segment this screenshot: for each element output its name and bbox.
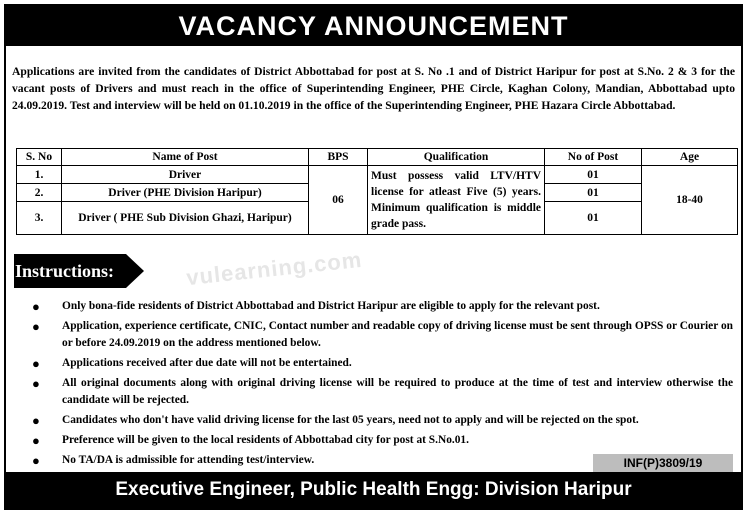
issuer-footer: Executive Engineer, Public Health Engg: Division Haripur <box>6 472 741 508</box>
header-post: Name of Post <box>62 149 309 166</box>
instructions-list <box>32 298 733 472</box>
vacancy-table <box>16 148 738 235</box>
header-qualification: Qualification <box>368 149 545 166</box>
list-item-text: Applications received after due date will not be entertained. <box>62 357 352 369</box>
bullet-icon: ● <box>32 319 40 334</box>
watermark: vulearning.com <box>185 246 364 291</box>
header-bps: BPS <box>309 149 368 166</box>
list-item-text: Only bona-fide residents of District Abbottabad and District Haripur are eligible to apply for the relevant post. <box>62 300 600 312</box>
instructions-heading: Instructions: <box>15 261 115 281</box>
bullet-icon: ● <box>32 453 40 468</box>
advertisement-frame <box>4 4 743 510</box>
header-sno: S. No <box>17 149 62 166</box>
page-title: VACANCY ANNOUNCEMENT <box>6 6 741 46</box>
header-no-of-post: No of Post <box>545 149 642 166</box>
row-sno: 3. <box>17 202 62 235</box>
list-item-text: Application, experience certificate, CNIC, Contact number and readable copy of driving license must be sent through OPSS or Courier on or before 24.09.2019 on the address mentioned below. <box>62 320 733 349</box>
row-sno: 1. <box>17 166 62 184</box>
age-cell: 18-40 <box>642 166 738 235</box>
table-header-row <box>17 149 738 166</box>
list-item <box>32 355 733 372</box>
bullet-icon: ● <box>32 413 40 428</box>
qualification-cell: Must possess valid LTV/HTV license for atleast Five (5) years. Minimum qualification is middle grade pass. <box>368 166 545 235</box>
list-item-text: Candidates who don't have valid driving license for the last 05 years, need not to apply and will be rejected on the spot. <box>62 414 639 426</box>
list-item <box>32 432 733 449</box>
list-item <box>32 318 733 352</box>
bullet-icon: ● <box>32 299 40 314</box>
list-item-text: Preference will be given to the local residents of Abbottabad city for post at S.No.01. <box>62 434 469 446</box>
list-item <box>32 298 733 315</box>
row-sno: 2. <box>17 184 62 202</box>
intro-paragraph: Applications are invited from the candidates of District Abbottabad for post at S. No .1 and of District Haripur for post at S.No. 2 & 3 for the vacant posts of Drivers and must reach in the office of Superintending Engineer, PHE Circle, Kaghan Colony, Mandian, Abbottabad upto 24.09.2019. Test and interview will be held on 01.10.2019 in the office of the Superintending Engineer, PHE Hazara Circle Abbottabad. <box>12 64 735 112</box>
list-item <box>32 412 733 429</box>
row-post: Driver (PHE Division Haripur) <box>62 184 309 202</box>
row-post: Driver ( PHE Sub Division Ghazi, Haripur) <box>62 202 309 235</box>
list-item-text: All original documents along with original driving license will be required to produce at the time of test and interview otherwise the candidate will be rejected. <box>62 377 733 406</box>
bullet-icon: ● <box>32 356 40 371</box>
row-count: 01 <box>545 184 642 202</box>
list-item <box>32 375 733 409</box>
list-item-text: No TA/DA is admissible for attending test/interview. <box>62 454 315 466</box>
bps-cell: 06 <box>309 166 368 235</box>
row-count: 01 <box>545 202 642 235</box>
header-age: Age <box>642 149 738 166</box>
row-post: Driver <box>62 166 309 184</box>
table-row <box>17 166 738 184</box>
reference-number: INF(P)3809/19 <box>593 454 733 472</box>
bullet-icon: ● <box>32 376 40 391</box>
row-count: 01 <box>545 166 642 184</box>
bullet-icon: ● <box>32 433 40 448</box>
